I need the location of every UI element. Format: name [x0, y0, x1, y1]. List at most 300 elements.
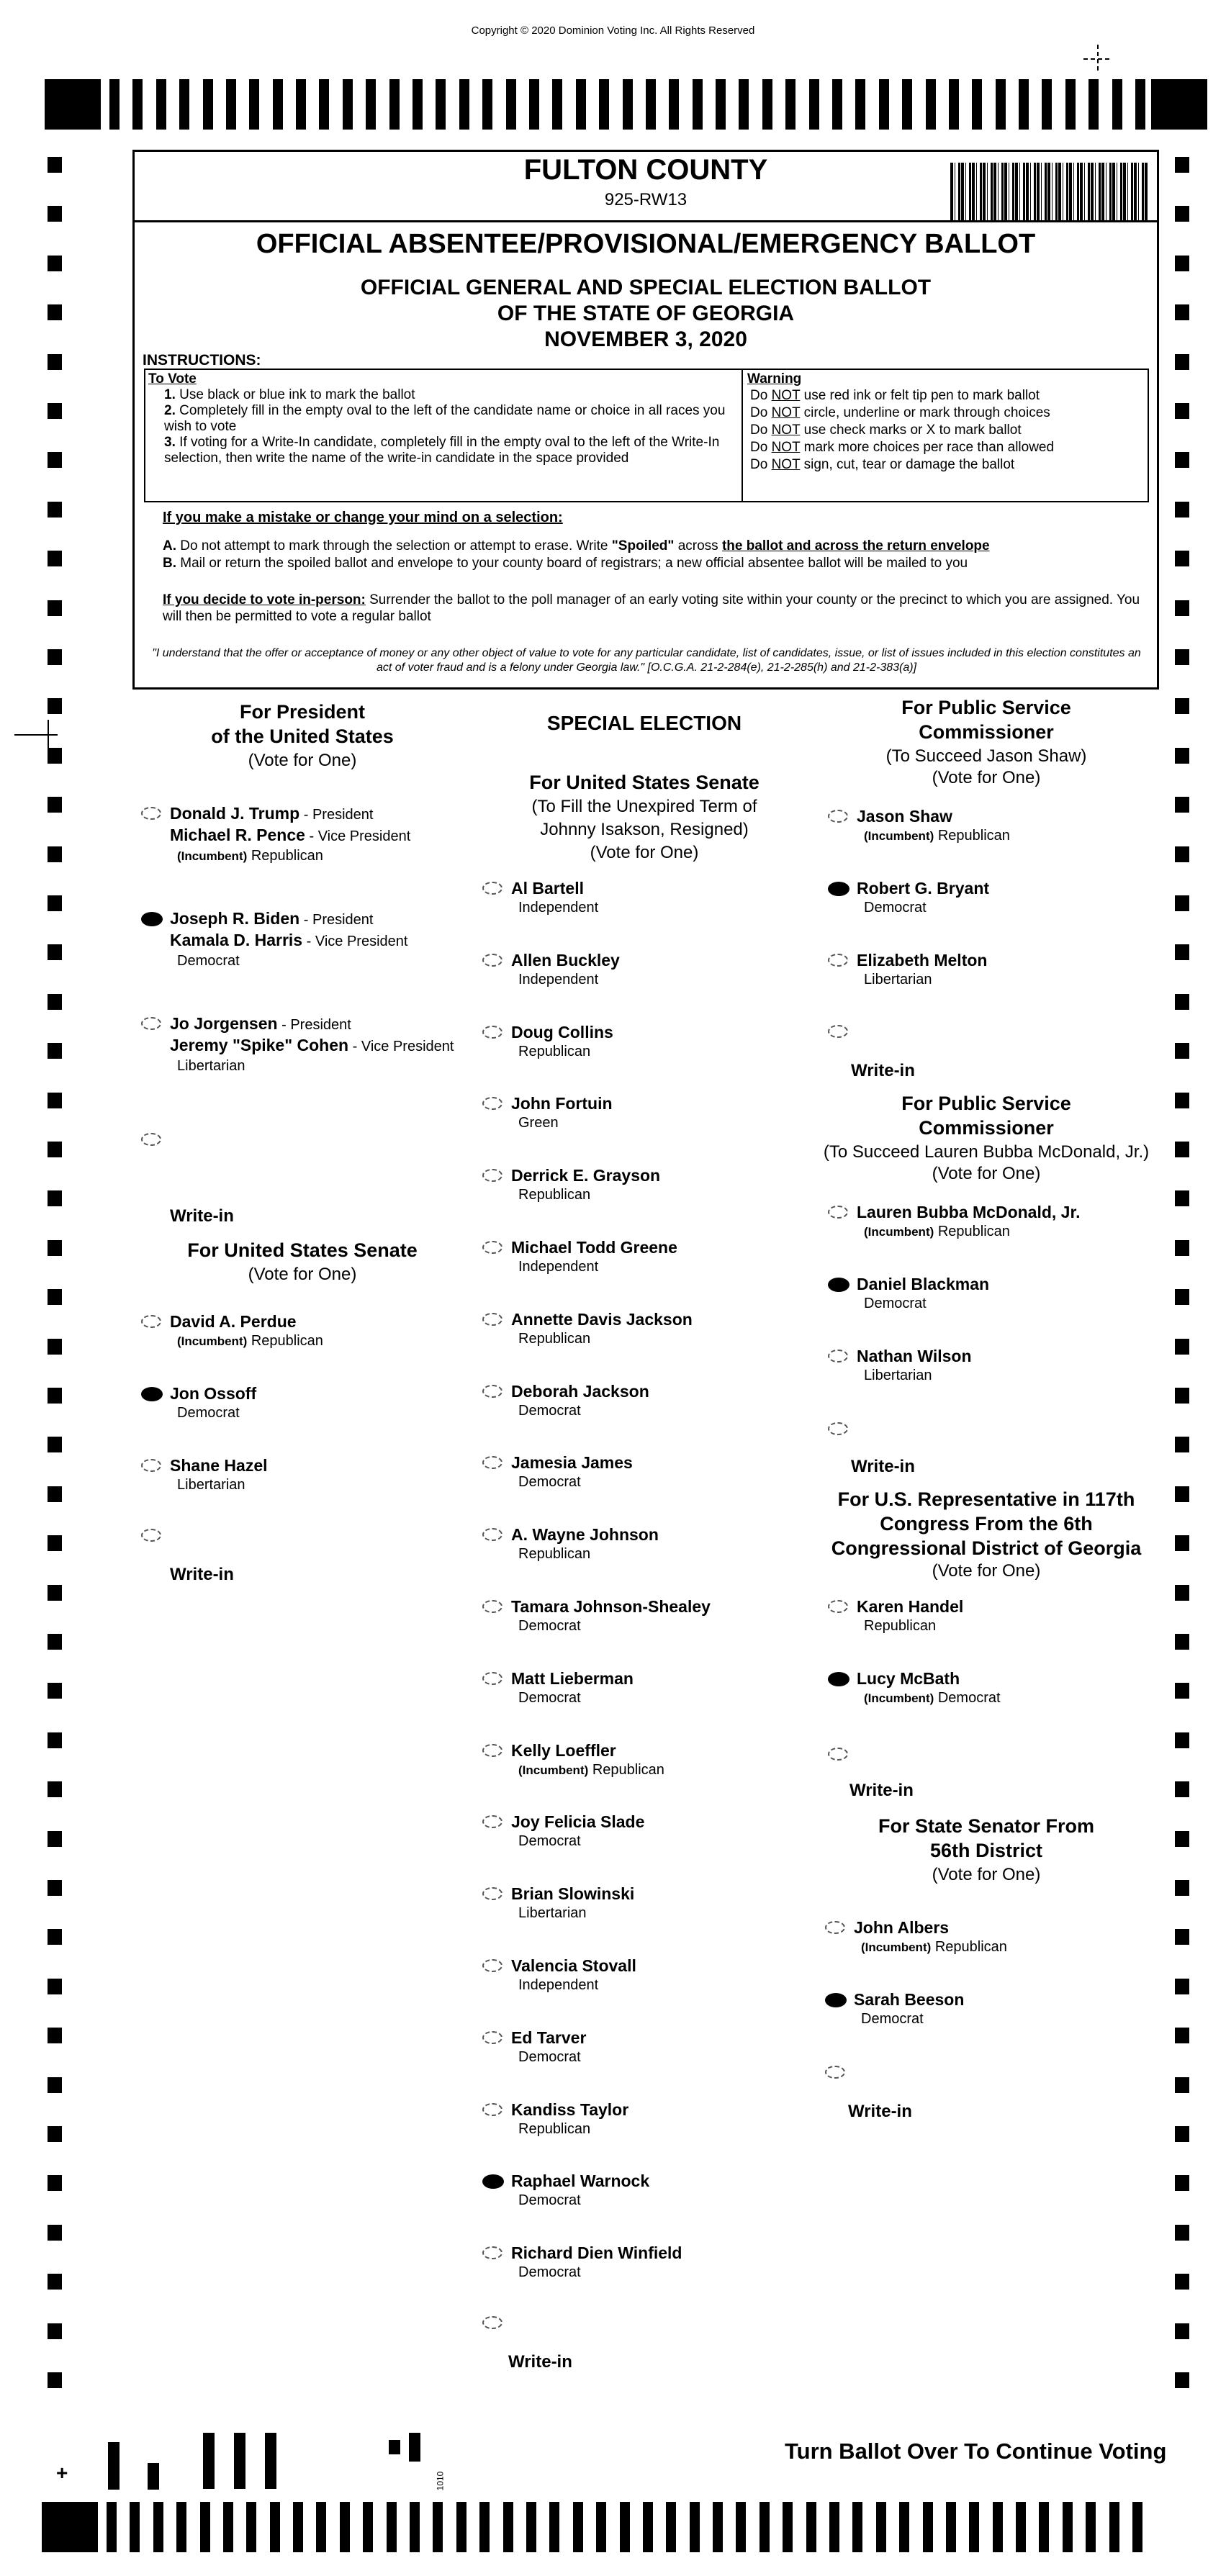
candidate-oval[interactable]: [482, 1887, 502, 1900]
timing-mark: [739, 79, 749, 130]
timing-mark: [949, 79, 959, 130]
id-mark: [265, 2433, 276, 2489]
timing-mark: [716, 79, 726, 130]
timing-mark: [879, 79, 889, 130]
timing-mark: [552, 79, 562, 130]
timing-mark: [200, 2502, 210, 2552]
incumbent-label: (Incumbent): [177, 849, 248, 863]
side-timing-mark: [48, 256, 62, 271]
timing-mark: [923, 2502, 933, 2552]
side-timing-mark: [48, 206, 62, 222]
side-timing-mark: [1175, 748, 1189, 764]
timing-mark: [526, 2502, 536, 2552]
candidate-name: [511, 1309, 693, 1329]
race-title-president-line2: of the United States: [211, 726, 394, 747]
side-timing-mark: [1175, 1634, 1189, 1650]
candidate-name: [857, 1596, 963, 1617]
instructions-heading: INSTRUCTIONS:: [143, 352, 261, 369]
side-timing-mark: [1175, 1093, 1189, 1108]
candidate-oval[interactable]: [482, 1959, 502, 1972]
party-name: Republican: [518, 1330, 591, 1347]
candidate-name: [170, 1013, 454, 1035]
running-mate-name: [170, 930, 407, 952]
race-title-psc-mcdonald-line2: Commissioner: [919, 1117, 1054, 1139]
candidate-entry: [511, 2100, 628, 2138]
candidate-entry: [857, 806, 1010, 846]
candidate-oval[interactable]: [482, 954, 502, 967]
side-timing-mark: [1175, 1732, 1189, 1748]
mistake-heading: If you make a mistake or change your mind on a selection:: [163, 510, 563, 525]
timing-mark: [1086, 2502, 1096, 2552]
warning-not: NOT: [771, 388, 801, 403]
election-title: OFFICIAL GENERAL AND SPECIAL ELECTION BALLOT: [360, 276, 932, 299]
timing-marks-bottom: [42, 2502, 1204, 2552]
party-name: Republican: [931, 1939, 1007, 1955]
side-timing-mark: [1175, 2175, 1189, 2191]
party-name: Republican: [518, 1043, 591, 1059]
timing-mark: [506, 79, 516, 130]
candidate-party: [857, 970, 987, 989]
timing-mark: [436, 79, 446, 130]
voter-fraud-oath: "I understand that the offer or acceptance of money or any other object of value to vote for any particular candidate, list of candidates, issue, or list of issues included in this election constitutes an act of voter fraud and is a felony under Georgia law." [O.C.G.A. 21-2-284(e), 21-2-285(h) and 21-2-383(a)]: [152, 647, 1141, 674]
candidate-name-text: Joseph R. Biden: [170, 909, 300, 928]
candidate-oval[interactable]: [482, 1026, 502, 1039]
candidate-party: [854, 2010, 964, 2028]
timing-mark: [410, 2502, 420, 2552]
candidate-name: [511, 1812, 644, 1832]
candidate-name-text: Raphael Warnock: [511, 2171, 650, 2191]
side-timing-mark: [1175, 2274, 1189, 2290]
timing-mark: [1109, 2502, 1119, 2552]
candidate-entry: [511, 950, 620, 989]
timing-mark: [876, 2502, 886, 2552]
warning-text: Do: [750, 422, 772, 438]
side-timing-mark: [48, 994, 62, 1010]
party-name: Independent: [518, 1259, 599, 1275]
side-timing-mark: [48, 304, 62, 320]
candidate-name: [857, 950, 987, 970]
side-timing-mark: [1175, 1339, 1189, 1355]
side-timing-mark: [48, 551, 62, 566]
candidate-oval[interactable]: [482, 1241, 502, 1254]
candidate-oval[interactable]: [828, 1600, 848, 1613]
candidate-name-text: Joy Felicia Slade: [511, 1812, 645, 1832]
timing-mark: [785, 79, 795, 130]
candidate-name: [511, 1884, 634, 1904]
candidate-name: [857, 1202, 1081, 1222]
side-timing-mark: [1175, 1388, 1189, 1404]
candidate-party: [511, 1617, 711, 1635]
election-date: NOVEMBER 3, 2020: [544, 327, 747, 351]
candidate-party: [511, 1473, 633, 1491]
candidate-entry: [857, 1596, 963, 1635]
candidate-oval[interactable]: [482, 1815, 502, 1828]
to-vote-heading: To Vote: [148, 371, 197, 387]
ballot-style-code: 925-RW13: [604, 190, 688, 209]
to-vote-step: 2. Completely fill in the empty oval to the left of the candidate name or choice in all races you wish to vote: [164, 403, 726, 434]
incumbent-label: (Incumbent): [864, 1225, 934, 1239]
candidate-name-text: Ed Tarver: [511, 2028, 587, 2047]
party-name: Libertarian: [518, 1905, 587, 1922]
candidate-name-text: Annette Davis Jackson: [511, 1309, 693, 1329]
timing-mark: [1063, 2502, 1073, 2552]
party-name: Libertarian: [177, 1058, 245, 1074]
candidate-party: [857, 1294, 989, 1313]
candidate-name: [511, 1524, 659, 1545]
party-name: Democrat: [518, 2048, 581, 2065]
candidate-entry: [511, 878, 598, 917]
side-timing-mark: [48, 1043, 62, 1059]
running-mate-name-text: Michael R. Pence: [170, 826, 305, 844]
write-in-oval[interactable]: [828, 1025, 848, 1038]
candidate-entry: [170, 803, 410, 866]
timing-mark: [246, 2502, 256, 2552]
party-name: Libertarian: [864, 972, 932, 988]
to-vote-section: [148, 371, 735, 466]
incumbent-label: (Incumbent): [864, 829, 934, 843]
timing-mark: [42, 2502, 98, 2552]
timing-mark: [1042, 79, 1052, 130]
party-name: Democrat: [518, 1833, 581, 1850]
candidate-party: [170, 1332, 323, 1351]
candidate-oval[interactable]: [482, 1672, 502, 1685]
candidate-name-text: Daniel Blackman: [857, 1275, 990, 1293]
side-timing-mark: [48, 2372, 62, 2388]
candidate-oval[interactable]: [482, 2031, 502, 2044]
timing-mark: [902, 79, 912, 130]
party-name: Independent: [518, 1977, 599, 1993]
side-timing-mark: [48, 1781, 62, 1797]
timing-mark: [226, 79, 236, 130]
candidate-oval[interactable]: [141, 1387, 163, 1401]
candidate-name-text: John Fortuin: [511, 1094, 613, 1113]
party-name: Independent: [518, 900, 599, 916]
candidate-entry: [857, 1202, 1081, 1242]
write-in-label: Write-in: [508, 2352, 572, 2372]
candidate-name-text: Lucy McBath: [857, 1669, 960, 1688]
side-timing-mark: [1175, 944, 1189, 960]
timing-mark: [503, 2502, 513, 2552]
special-election-label: SPECIAL ELECTION: [546, 712, 742, 734]
warning-text: circle, underline or mark through choices: [800, 405, 1050, 420]
timing-mark: [340, 2502, 350, 2552]
candidate-name-text: Richard Dien Winfield: [511, 2243, 682, 2263]
candidate-name-text: Lauren Bubba McDonald, Jr.: [857, 1203, 1081, 1221]
timing-marks-top: [45, 79, 1207, 130]
timing-mark: [829, 2502, 839, 2552]
side-timing-mark: [1175, 1880, 1189, 1896]
to-vote-step: 1. Use black or blue ink to mark the ballot: [164, 387, 415, 402]
write-in-label: Write-in: [170, 1565, 234, 1584]
race-title-president: For President: [239, 701, 366, 723]
crop-mark-vertical: [48, 720, 49, 749]
side-timing-mark: [48, 2225, 62, 2241]
vote-for-one: (Vote for One): [248, 1265, 357, 1284]
warning-text: Do: [750, 440, 772, 455]
running-mate-name-text: Jeremy "Spike" Cohen: [170, 1036, 349, 1054]
race-title-psc-mcdonald: For Public Service: [901, 1093, 1071, 1114]
timing-mark: [1019, 79, 1029, 130]
race-title-psc-shaw: For Public Service: [901, 697, 1071, 718]
write-in-oval[interactable]: [141, 1529, 161, 1542]
candidate-entry: [170, 1455, 268, 1494]
candidate-oval[interactable]: [482, 882, 502, 895]
write-in-oval[interactable]: [482, 2316, 502, 2329]
timing-mark: [153, 2502, 163, 2552]
candidate-name-text: Sarah Beeson: [854, 1990, 965, 2009]
side-timing-mark: [48, 1732, 62, 1748]
race-title-us-senate-special: For United States Senate: [529, 772, 760, 793]
side-timing-mark: [48, 1979, 62, 1994]
timing-mark: [832, 79, 842, 130]
vote-for-one: (Vote for One): [932, 1561, 1041, 1581]
warning-not: NOT: [771, 457, 801, 472]
side-timing-mark: [1175, 1043, 1189, 1059]
side-timing-mark: [48, 944, 62, 960]
warning-item: [747, 405, 1143, 422]
write-in-oval[interactable]: [828, 1748, 848, 1761]
timing-mark: [599, 79, 609, 130]
race-title-us-rep-line3: Congressional District of Georgia: [831, 1537, 1142, 1559]
instructions-divider: [742, 369, 743, 502]
candidate-name: [511, 1452, 633, 1473]
party-name: Republican: [934, 828, 1010, 844]
candidate-party: [857, 1366, 972, 1385]
side-timing-mark: [1175, 895, 1189, 911]
incumbent-label: (Incumbent): [864, 1691, 934, 1705]
candidate-name: [511, 1596, 711, 1617]
candidate-party: [511, 1904, 634, 1922]
candidate-party: [511, 1042, 613, 1061]
side-timing-mark: [1175, 2126, 1189, 2142]
timing-mark: [596, 2502, 606, 2552]
candidate-oval[interactable]: [482, 1097, 502, 1110]
candidate-party: [857, 1222, 1081, 1242]
vote-for-one: (Vote for One): [590, 843, 699, 862]
side-timing-mark: [1175, 994, 1189, 1010]
candidate-oval[interactable]: [141, 807, 161, 820]
side-timing-mark: [48, 1831, 62, 1847]
candidate-name: [857, 1668, 1001, 1689]
incumbent-label: (Incumbent): [861, 1940, 932, 1954]
copyright-notice: Copyright © 2020 Dominion Voting Inc. All Rights Reserved: [471, 24, 755, 37]
side-timing-mark: [1175, 846, 1189, 862]
timing-mark: [387, 2502, 397, 2552]
candidate-oval[interactable]: [482, 1456, 502, 1469]
side-timing-mark: [48, 1190, 62, 1206]
candidate-name: [511, 1093, 613, 1113]
candidate-party: [511, 1832, 644, 1850]
candidate-name-text: Allen Buckley: [511, 950, 620, 970]
candidate-party: [511, 1976, 636, 1994]
candidate-oval[interactable]: [828, 882, 849, 896]
candidate-party: [511, 2263, 682, 2282]
timing-mark: [736, 2502, 746, 2552]
party-name: Democrat: [518, 1618, 581, 1634]
party-name: Republican: [247, 848, 323, 864]
candidate-entry: [170, 1013, 454, 1075]
vote-for-one: (Vote for One): [932, 768, 1041, 787]
timing-mark: [713, 2502, 723, 2552]
candidate-entry: [511, 1381, 649, 1420]
candidate-oval[interactable]: [482, 1313, 502, 1326]
side-timing-mark: [48, 1634, 62, 1650]
candidate-name: [170, 1455, 268, 1475]
candidate-name-text: Doug Collins: [511, 1022, 613, 1041]
race-title-psc-shaw-line2: Commissioner: [919, 721, 1054, 743]
candidate-oval[interactable]: [482, 2174, 504, 2189]
timing-mark: [643, 2502, 653, 2552]
candidate-name-text: Jon Ossoff: [170, 1384, 257, 1403]
candidate-oval[interactable]: [828, 810, 848, 823]
side-timing-mark: [48, 698, 62, 714]
candidate-entry: [511, 1237, 677, 1276]
side-timing-mark: [48, 1683, 62, 1699]
timing-mark: [666, 2502, 676, 2552]
candidate-oval[interactable]: [825, 1993, 847, 2007]
candidate-name: [170, 908, 407, 930]
candidate-oval[interactable]: [482, 1744, 502, 1757]
candidate-name-text: Kelly Loeffler: [511, 1740, 616, 1760]
incumbent-label: (Incumbent): [518, 1763, 589, 1777]
candidate-name-text: Elizabeth Melton: [857, 951, 988, 970]
timing-mark: [132, 79, 143, 130]
write-in-oval[interactable]: [141, 1133, 161, 1146]
timing-mark: [459, 79, 469, 130]
candidate-party: [511, 1689, 634, 1707]
timing-mark: [203, 79, 213, 130]
candidate-entry: [511, 1309, 693, 1348]
timing-mark: [156, 79, 166, 130]
side-timing-mark: [48, 1880, 62, 1896]
timing-mark: [972, 79, 982, 130]
side-timing-mark: [1175, 2225, 1189, 2241]
warning-heading: Warning: [747, 371, 802, 387]
candidate-name-text: Jo Jorgensen: [170, 1014, 278, 1033]
timing-mark: [762, 79, 772, 130]
timing-mark: [413, 79, 423, 130]
timing-mark: [273, 79, 283, 130]
warning-text: use check marks or X to mark ballot: [800, 422, 1022, 438]
mistake-instruction-a: A. Do not attempt to mark through the selection or attempt to erase. Write "Spoiled" across the ballot and across the return envelope: [163, 538, 990, 553]
party-name: Republican: [588, 1761, 664, 1778]
side-timing-mark: [1175, 206, 1189, 222]
side-timing-mark: [1175, 502, 1189, 518]
candidate-party: [511, 2191, 649, 2210]
candidate-entry: [511, 1596, 711, 1635]
candidate-party: [857, 898, 989, 917]
timing-mark: [529, 79, 539, 130]
warning-not: NOT: [771, 405, 801, 420]
candidate-name-text: Valencia Stovall: [511, 1956, 636, 1975]
candidate-oval[interactable]: [141, 912, 163, 926]
running-mate-role: - Vice President: [305, 828, 411, 844]
timing-mark: [760, 2502, 770, 2552]
timing-mark: [806, 2502, 816, 2552]
side-timing-mark: [1175, 1929, 1189, 1945]
candidate-oval[interactable]: [828, 1278, 849, 1292]
running-mate-name: [170, 825, 410, 846]
side-timing-mark: [1175, 1831, 1189, 1847]
side-timing-mark: [1175, 403, 1189, 419]
candidate-oval[interactable]: [828, 1350, 848, 1362]
candidate-entry: [511, 1452, 633, 1491]
race-subtitle: (To Succeed Lauren Bubba McDonald, Jr.): [823, 1142, 1150, 1162]
candidate-oval[interactable]: [482, 1385, 502, 1398]
side-timing-mark: [1175, 157, 1189, 173]
side-timing-mark: [1175, 1535, 1189, 1551]
candidate-oval[interactable]: [828, 954, 848, 967]
candidate-oval[interactable]: [482, 1528, 502, 1541]
candidate-oval[interactable]: [482, 2246, 502, 2259]
side-timing-mark: [48, 502, 62, 518]
candidate-oval[interactable]: [482, 1169, 502, 1182]
candidate-name-text: Brian Slowinski: [511, 1884, 635, 1904]
side-timing-mark: [1175, 1683, 1189, 1699]
party-name: Independent: [518, 971, 599, 988]
side-timing-mark: [48, 600, 62, 616]
timing-mark: [620, 2502, 630, 2552]
side-timing-mark: [48, 1093, 62, 1108]
candidate-entry: [511, 2171, 649, 2210]
timing-mark: [109, 79, 120, 130]
candidate-oval[interactable]: [141, 1315, 161, 1328]
write-in-label: Write-in: [851, 1457, 915, 1476]
candidate-oval[interactable]: [141, 1459, 161, 1472]
timing-mark: [693, 79, 703, 130]
candidate-name: [511, 1668, 634, 1689]
candidate-oval[interactable]: [825, 1921, 845, 1934]
side-timing-mark: [48, 2077, 62, 2093]
write-in-oval[interactable]: [825, 2066, 845, 2079]
timing-mark: [852, 2502, 862, 2552]
candidate-entry: [170, 1383, 256, 1422]
candidate-name: [511, 1237, 677, 1257]
candidate-oval[interactable]: [482, 2103, 502, 2116]
side-timing-mark: [48, 452, 62, 468]
header-divider: [132, 220, 1159, 222]
candidate-name: [511, 2171, 649, 2191]
timing-mark: [783, 2502, 793, 2552]
candidate-oval[interactable]: [141, 1017, 161, 1030]
warning-item: [747, 422, 1143, 439]
timing-mark: [45, 79, 101, 130]
timing-mark: [549, 2502, 559, 2552]
candidate-party: [511, 970, 620, 989]
warning-text: Do: [750, 388, 772, 403]
party-name: Democrat: [177, 1405, 240, 1421]
candidate-oval[interactable]: [828, 1206, 848, 1219]
write-in-oval[interactable]: [828, 1422, 848, 1435]
candidate-oval[interactable]: [482, 1600, 502, 1613]
side-timing-mark: [1175, 304, 1189, 320]
candidate-name: [511, 1740, 664, 1761]
side-timing-mark: [1175, 1781, 1189, 1797]
side-timing-mark: [48, 748, 62, 764]
election-state: OF THE STATE OF GEORGIA: [497, 302, 795, 325]
candidate-party: [170, 1404, 256, 1422]
candidate-name: [857, 806, 1010, 826]
party-name: Republican: [518, 1546, 591, 1563]
side-timing-mark: [1175, 256, 1189, 271]
candidate-oval[interactable]: [828, 1672, 849, 1686]
candidate-party: [857, 1617, 963, 1635]
side-timing-mark: [48, 1339, 62, 1355]
side-timing-mark: [48, 1585, 62, 1601]
candidate-name: [857, 1274, 989, 1294]
side-timing-mark: [48, 649, 62, 665]
warning-not: NOT: [771, 422, 801, 438]
